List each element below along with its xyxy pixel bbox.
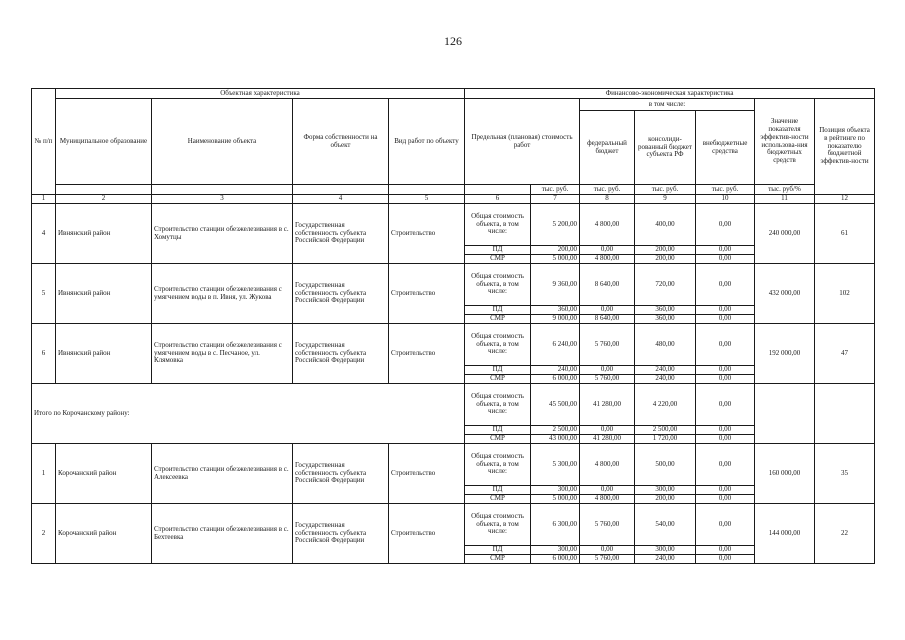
header-unit-blank	[56, 185, 152, 195]
consolidated-value: 720,00	[635, 264, 696, 306]
object-name-cell: Строительство станции обезжелезивания с умягчением воды в с. Песчаное, ул. Клямовка	[152, 324, 293, 384]
cost-value: 5 200,00	[531, 204, 580, 246]
consolidated-value: 240,00	[635, 375, 696, 384]
consolidated-value: 200,00	[635, 495, 696, 504]
column-number: 12	[815, 195, 875, 204]
header-work-type: Вид работ по объекту	[389, 99, 465, 185]
efficiency-value: 240 000,00	[755, 204, 815, 264]
federal-value: 5 760,00	[580, 375, 635, 384]
cost-value: 200,00	[531, 246, 580, 255]
row-number: 4	[32, 204, 56, 264]
cost-value: 6 300,00	[531, 504, 580, 546]
federal-value: 0,00	[580, 366, 635, 375]
cost-value: 5 000,00	[531, 495, 580, 504]
extrabudget-value: 0,00	[696, 504, 755, 546]
extrabudget-value: 0,00	[696, 315, 755, 324]
cost-label-smr: СМР	[465, 255, 531, 264]
ownership-cell: Государственная собственность субъекта Российской Федерации	[293, 504, 389, 564]
consolidated-value: 500,00	[635, 444, 696, 486]
federal-value: 8 640,00	[580, 315, 635, 324]
cost-label-smr: СМР	[465, 495, 531, 504]
header-unit-blank	[293, 185, 389, 195]
object-name-cell: Строительство станции обезжелезивания в с. Алексеевка	[152, 444, 293, 504]
rating-value: 102	[815, 264, 875, 324]
efficiency-value: 160 000,00	[755, 444, 815, 504]
cost-label-total: Общая стоимость объекта, в том числе:	[465, 264, 531, 306]
cost-label-total: Общая стоимость объекта, в том числе:	[465, 444, 531, 486]
consolidated-value: 300,00	[635, 546, 696, 555]
federal-value: 0,00	[580, 486, 635, 495]
federal-value: 0,00	[580, 546, 635, 555]
federal-value: 8 640,00	[580, 264, 635, 306]
consolidated-value: 2 500,00	[635, 426, 696, 435]
cost-value: 9 360,00	[531, 264, 580, 306]
extrabudget-value: 0,00	[696, 435, 755, 444]
object-name-cell: Строительство станции обезжелезивания в с. Бехтеевка	[152, 504, 293, 564]
extrabudget-value: 0,00	[696, 324, 755, 366]
extrabudget-value: 0,00	[696, 426, 755, 435]
cost-label-total: Общая стоимость объекта, в том числе:	[465, 504, 531, 546]
page-number: 126	[444, 34, 462, 48]
summary-efficiency-blank	[755, 384, 815, 444]
row-number: 1	[32, 444, 56, 504]
cost-value: 45 500,00	[531, 384, 580, 426]
extrabudget-value: 0,00	[696, 486, 755, 495]
federal-value: 5 760,00	[580, 555, 635, 564]
federal-value: 4 800,00	[580, 444, 635, 486]
extrabudget-value: 0,00	[696, 246, 755, 255]
header-consolidated: консолиди-рованный бюджет субъекта РФ	[635, 111, 696, 185]
summary-rating-blank	[815, 384, 875, 444]
cost-value: 300,00	[531, 546, 580, 555]
efficiency-value: 192 000,00	[755, 324, 815, 384]
consolidated-value: 200,00	[635, 255, 696, 264]
column-number: 6	[465, 195, 531, 204]
consolidated-value: 200,00	[635, 246, 696, 255]
cost-label-pd: ПД	[465, 546, 531, 555]
header-rating: Позиция объекта в рейтинге по показателю бюджетной эффектив-ности	[815, 99, 875, 195]
rating-value: 47	[815, 324, 875, 384]
federal-value: 41 280,00	[580, 384, 635, 426]
cost-value: 6 240,00	[531, 324, 580, 366]
column-number: 11	[755, 195, 815, 204]
header-extrabudget: внебюджетные средства	[696, 111, 755, 185]
column-number: 4	[293, 195, 389, 204]
municipality-cell: Корочанский район	[56, 444, 152, 504]
efficiency-value: 144 000,00	[755, 504, 815, 564]
header-unit-blank	[152, 185, 293, 195]
extrabudget-value: 0,00	[696, 444, 755, 486]
column-number: 9	[635, 195, 696, 204]
consolidated-value: 240,00	[635, 366, 696, 375]
column-number: 5	[389, 195, 465, 204]
extrabudget-value: 0,00	[696, 384, 755, 426]
cost-label-smr: СМР	[465, 555, 531, 564]
column-number: 2	[56, 195, 152, 204]
cost-value: 240,00	[531, 366, 580, 375]
header-efficiency: Значение показателя эффектив-ности использова-ния бюджетных средств	[755, 99, 815, 185]
cost-value: 360,00	[531, 306, 580, 315]
cost-value: 9 000,00	[531, 315, 580, 324]
cost-value: 43 000,00	[531, 435, 580, 444]
header-object-group: Объектная характеристика	[56, 89, 465, 99]
header-municipality: Муниципальное образование	[56, 99, 152, 185]
object-name-cell: Строительство станции обезжелезивания в с. Хомутцы	[152, 204, 293, 264]
work-type-cell: Строительство	[389, 264, 465, 324]
federal-value: 0,00	[580, 426, 635, 435]
extrabudget-value: 0,00	[696, 366, 755, 375]
consolidated-value: 480,00	[635, 324, 696, 366]
cost-label-total: Общая стоимость объекта, в том числе:	[465, 204, 531, 246]
cost-label-total: Общая стоимость объекта, в том числе:	[465, 324, 531, 366]
header-unit-blank	[389, 185, 465, 195]
cost-label-pd: ПД	[465, 486, 531, 495]
municipality-cell: Ивнянский район	[56, 324, 152, 384]
efficiency-value: 432 000,00	[755, 264, 815, 324]
cost-label-pd: ПД	[465, 306, 531, 315]
row-number: 2	[32, 504, 56, 564]
extrabudget-value: 0,00	[696, 255, 755, 264]
federal-value: 0,00	[580, 306, 635, 315]
rating-value: 61	[815, 204, 875, 264]
consolidated-value: 540,00	[635, 504, 696, 546]
work-type-cell: Строительство	[389, 324, 465, 384]
extrabudget-value: 0,00	[696, 306, 755, 315]
header-max-cost: Предельная (плановая) стоимость работ	[465, 99, 580, 185]
consolidated-value: 360,00	[635, 306, 696, 315]
municipality-cell: Корочанский район	[56, 504, 152, 564]
cost-label-smr: СМР	[465, 315, 531, 324]
work-type-cell: Строительство	[389, 444, 465, 504]
federal-value: 5 760,00	[580, 504, 635, 546]
ownership-cell: Государственная собственность субъекта Российской Федерации	[293, 444, 389, 504]
header-including: в том числе:	[580, 99, 755, 111]
extrabudget-value: 0,00	[696, 264, 755, 306]
column-number: 10	[696, 195, 755, 204]
header-object-name: Наименование объекта	[152, 99, 293, 185]
header-unit: тыс. руб.	[696, 185, 755, 195]
work-type-cell: Строительство	[389, 504, 465, 564]
municipality-cell: Ивнянский район	[56, 204, 152, 264]
extrabudget-value: 0,00	[696, 555, 755, 564]
federal-value: 4 800,00	[580, 495, 635, 504]
header-ownership: Форма собственности на объект	[293, 99, 389, 185]
cost-label-smr: СМР	[465, 375, 531, 384]
ownership-cell: Государственная собственность субъекта Российской Федерации	[293, 324, 389, 384]
column-number: 3	[152, 195, 293, 204]
federal-value: 5 760,00	[580, 324, 635, 366]
row-number: 5	[32, 264, 56, 324]
ownership-cell: Государственная собственность субъекта Российской Федерации	[293, 204, 389, 264]
header-finance-group: Финансово-экономическая характеристика	[465, 89, 875, 99]
header-unit: тыс. руб.	[580, 185, 635, 195]
column-number: 7	[531, 195, 580, 204]
header-unit: тыс. руб.	[635, 185, 696, 195]
consolidated-value: 4 220,00	[635, 384, 696, 426]
header-num: № п/п	[32, 89, 56, 195]
cost-value: 300,00	[531, 486, 580, 495]
consolidated-value: 240,00	[635, 555, 696, 564]
cost-value: 5 000,00	[531, 255, 580, 264]
extrabudget-value: 0,00	[696, 375, 755, 384]
object-name-cell: Строительство станции обезжелезивания с умягчением воды в п. Ивня, ул. Жукова	[152, 264, 293, 324]
header-federal: федеральный бюджет	[580, 111, 635, 185]
municipality-cell: Ивнянский район	[56, 264, 152, 324]
cost-label-pd: ПД	[465, 426, 531, 435]
extrabudget-value: 0,00	[696, 204, 755, 246]
summary-label: Итого по Корочанскому району:	[32, 384, 465, 444]
rating-value: 35	[815, 444, 875, 504]
consolidated-value: 360,00	[635, 315, 696, 324]
cost-value: 6 000,00	[531, 375, 580, 384]
federal-value: 4 800,00	[580, 255, 635, 264]
federal-value: 0,00	[580, 246, 635, 255]
cost-value: 2 500,00	[531, 426, 580, 435]
column-number: 8	[580, 195, 635, 204]
extrabudget-value: 0,00	[696, 495, 755, 504]
extrabudget-value: 0,00	[696, 546, 755, 555]
consolidated-value: 400,00	[635, 204, 696, 246]
rating-value: 22	[815, 504, 875, 564]
cost-label-total: Общая стоимость объекта, в том числе:	[465, 384, 531, 426]
column-number: 1	[32, 195, 56, 204]
investment-table	[31, 88, 875, 564]
federal-value: 4 800,00	[580, 204, 635, 246]
federal-value: 41 280,00	[580, 435, 635, 444]
cost-value: 6 000,00	[531, 555, 580, 564]
header-unit-blank	[465, 185, 531, 195]
row-number: 6	[32, 324, 56, 384]
consolidated-value: 300,00	[635, 486, 696, 495]
cost-label-smr: СМР	[465, 435, 531, 444]
consolidated-value: 1 720,00	[635, 435, 696, 444]
work-type-cell: Строительство	[389, 204, 465, 264]
cost-value: 5 300,00	[531, 444, 580, 486]
ownership-cell: Государственная собственность субъекта Российской Федерации	[293, 264, 389, 324]
cost-label-pd: ПД	[465, 246, 531, 255]
header-unit: тыс. руб.	[531, 185, 580, 195]
header-unit-efficiency: тыс. руб/%	[755, 185, 815, 195]
cost-label-pd: ПД	[465, 366, 531, 375]
